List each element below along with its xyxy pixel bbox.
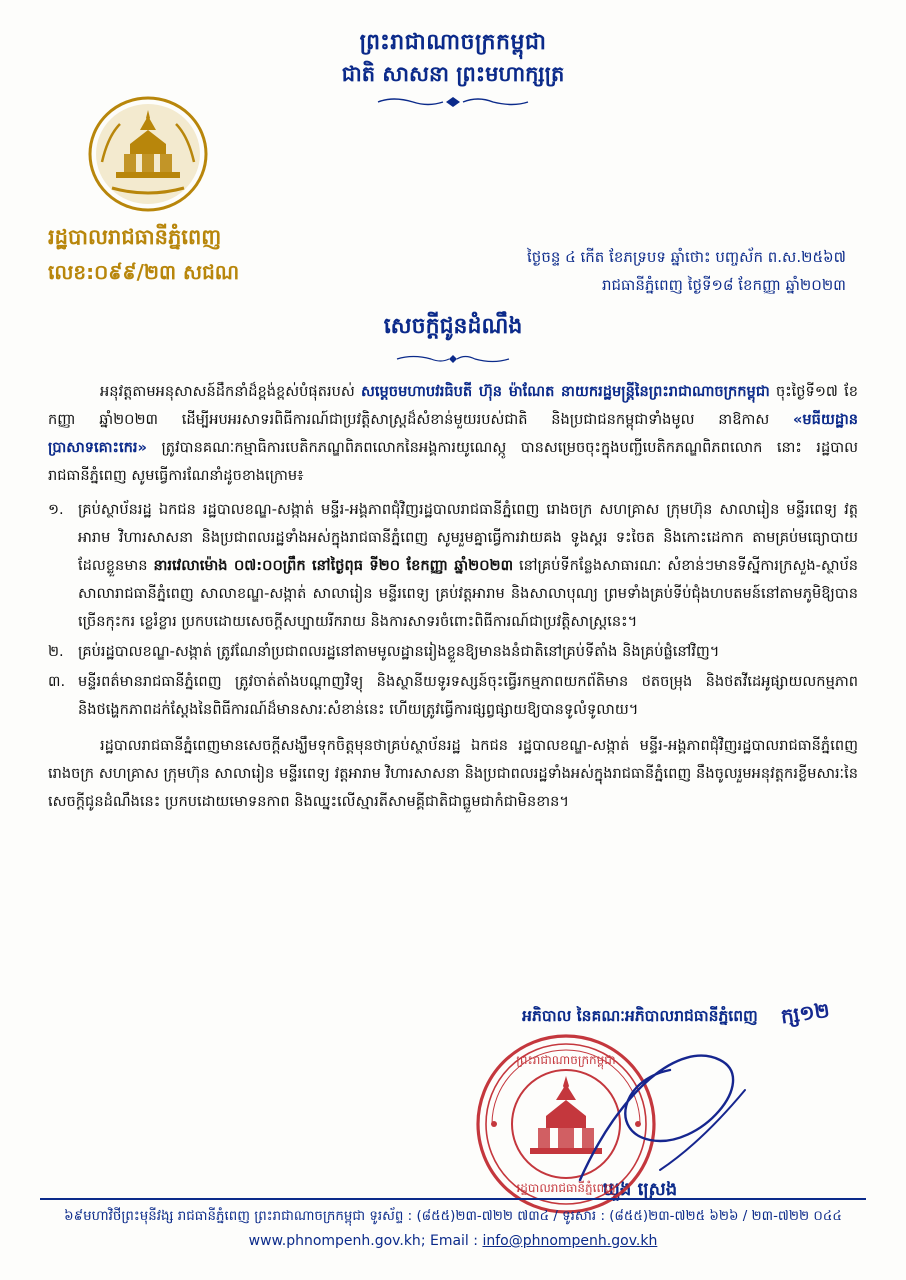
footer-contact: www.phnompenh.gov.kh; Email : info@phnompenh.gov.kh [248,1232,658,1249]
intro-text-2: ចុះថ្ងៃទី១៧ ខែកញ្ញា ឆ្នាំ២០២៣ ដើម្បីអបអរសាទរពិធីការណ៍ជាប្រវត្តិសាស្ត្រដ៏សំខាន់មួយរបស់ជាតិ និងប្រជាជនកម្ពុជាទាំងមូល នាឱកាស [48,383,858,429]
list-item-marker: ២. [48,643,64,661]
title-divider-ornament [0,350,906,369]
list-item-text: មន្ទីរពត៌មានរាជធានីភ្នំពេញ ត្រូវចាត់តាំងបណ្តាញវិទ្យុ និងស្ថានីយទូរទស្សន៍ចុះធ្វើរកម្មភាពយកព័តិមាន ថតចម្រុង និងថតវីដេអូផ្សាយលកម្មភាព និងថង្ហេកភាពដក់ស្តែងនៃពិធីការណ៍ដ៏មានសារៈសំខាន់នេះ ហើយត្រូវធ្វើការផ្សព្វផ្សាយឱ្យបានទូលំទូលាយ។ [78,673,858,719]
item1-time-bold: នារវេលាម៉ោង ០៧:០០ព្រឹក នៅថ្ងៃពុធ ទី២០ ខែកញ្ញា ឆ្នាំ២០២៣ [153,557,514,575]
list-item [48,668,858,724]
pm-name-bold: សម្តេចមហាបវរធិបតី ហ៊ុន ម៉ាណែត នាយករដ្ឋមន្ត្រី [361,383,635,400]
item1-text-after: នៅគ្រប់ទីកន្លែងសាធារណៈ សំខាន់ៗមានទីស្នីការក្រសួង-ស្ថាប័ន សាលារាជធានីភ្នំពេញ សាលាខណ្ឌ-សង្កាត់ សាលារៀន មន្ទីរពេទ្យ គ្រប់វត្តអារាម និងសាលាបុណ្យ ព្រមទាំងគ្រប់ទីប់ជុំងហបតមន៍នៅតាមភូមិឱ្យបានច្រើនកុះករ ខ្លេរំខ្លារ ប្រកបដោយសេចក្តីសប្បាយរីករាយ និងការសាទរចំពោះពិធីការណ៍ជាប្រវត្តិសាស្ត្រនេះ។ [78,557,858,631]
document-footer [40,1198,866,1254]
list-item-text [78,496,858,636]
list-item-marker: ១. [48,501,64,519]
document-number: លេខ:០៩៩/២៣ សជណ [48,259,240,284]
intro-text-3: ត្រូវបានគណៈកម្មាធិការបេតិកភណ្ឌពិភពលោកនៃអង្គការយូណេស្កូ បានសម្រេចចុះក្នុងបញ្ជីបេតិកភណ្ឌពិភពលោក នោះ រដ្ឋបាលរាជធានីភ្នំពេញ សូមធ្វើការណែនាំដូចខាងក្រោម៖ [48,439,858,485]
email-link[interactable]: info@phnompenh.gov.kh [482,1232,658,1249]
document-body [48,378,858,818]
instruction-list [48,496,858,724]
issuing-authority-block [48,222,239,288]
document-title: សេចក្ដីជូនដំណឹង [383,314,523,339]
closing-paragraph: រដ្ឋបាលរាជធានីភ្នំពេញមានសេចក្ដីសង្ឃឹមទុកចិត្តមុនថាគ្រប់ស្ថាប័នរដ្ឋ ឯកជន រដ្ឋបាលខណ្ឌ-សង្កាត់ មន្ទីរ-អង្គភាពជុំវិញរដ្ឋបាលរាជធានីភ្នំពេញ រោងចក្រ សហគ្រាស ក្រុមហ៊ុន សាលារៀន មន្ទីរពេទ្យ វត្តអារាម វិហារសាសនា និងប្រជាពលរដ្ឋទាំងអស់ក្នុងរាជធានីភ្នំពេញ នឹងចូលរួមអនុវត្តករខ្លីមសារៈនៃសេចក្ដីជូនដំណឹងនេះ ប្រកបដោយមោទនកាព និងឈ្នះលើស្មារតីសាមគ្គីជាតិជាធ្លួមជាកំជាមិនខាន។ [48,737,858,811]
svg-text:ព្រះរាជាណាចក្រកម្ពុជា: ព្រះរាជាណាចក្រកម្ពុជា [516,1053,616,1067]
list-item-text: គ្រប់រដ្ឋបាលខណ្ឌ-សង្កាត់ ត្រូវណែនាំប្រជាពលរដ្ឋនៅតាមមូលដ្ឋានរៀងខ្លួនឱ្យមានងនំជាតិនៅគ្រប់ទីតាំង និងគ្រប់ផ្លំនៅវិញ។ [78,643,720,661]
list-item [48,496,858,636]
kingdom-line: ព្រះរាជាណាចក្រកម្ពុជា [359,30,547,55]
footer-address: ៦៩មហាវិថីព្រះមុនីវង្ស រាជធានីភ្នំពេញ ព្រះរាជាណាចក្រកម្ពុជា ទូរស័ព្ទ : (៨៥៥)២៣-៧២២ ៧៣៤ / ទូរសារ : (៨៥៥)២៣-៧២៥ ៦២៦ / ២៣-៧២២ ០៤៤ [64,1209,842,1225]
header-divider-ornament [368,95,538,111]
email-label: Email : [429,1232,483,1249]
koh-ker-bold: «មធីយដ្ឋានប្រាសាទគោះកេរ» [48,411,858,457]
handwritten-initials: ក្ស១២ [779,997,832,1029]
date-block [527,244,846,300]
intro-paragraph [48,378,858,490]
royal-government-emblem-icon [86,92,210,216]
motto-line: ជាតិ សាសនា ព្រះមហាក្សត្រ [341,62,565,86]
issuing-authority-name: រដ្ឋបាលរាជធានីភ្នំពេញ [48,225,222,249]
svg-text:រដ្ឋបាលរាជធានីភ្នំពេញ: រដ្ឋបាលរាជធានីភ្នំពេញ [516,1181,616,1195]
list-item [48,638,858,666]
website-link[interactable]: www.phnompenh.gov.kh [248,1232,421,1249]
kingdom-bold: នៃព្រះរាជាណាចក្រកម្ពុជា [634,383,770,400]
intro-text-1: អនុវត្តតាមអនុសាសន៍ដឹកនាំដ៏ខ្ពង់ខ្ពស់បំផុតរបស់ [100,383,362,400]
buddhist-date: ថ្ងៃចន្ទ ៤ កើត ខែភទ្របទ ឆ្នាំថោះ បញ្ចស័ក ព.ស.២៥៦៧ [527,248,846,266]
signatory-name: ឃួង ស្រេង [602,1179,678,1200]
list-item-marker: ៣. [48,673,66,691]
gregorian-date: រាជធានីភ្នំពេញ ថ្ងៃទី១៨ ខែកញ្ញា ឆ្នាំ២០២៣ [602,275,846,294]
official-red-seal-icon [470,1028,662,1220]
item1-text: គ្រប់ស្ថាប័នរដ្ឋ ឯកជន រដ្ឋបាលខណ្ឌ-សង្កាត់ មន្ទីរ-អង្គភាពជុំវិញរដ្ឋបាលរាជធានីភ្នំពេញ រោងចក្រ សហគ្រាស ក្រុមហ៊ុន សាលារៀន មន្ទីរពេទ្យ វត្តអារាម វិហារសាសនា និងប្រជាពលរដ្ឋទាំងអស់ក្នុងរាជធានីភ្នំពេញ សូមរួមគ្នាធ្វើការវាយគង ទូងស្គរ ទះចៃត និងកោះដេកាក តាមគ្រប់មធ្យោបាយដែលខ្លួនមាន [78,501,858,575]
signatory-title: អភិបាល នៃគណៈអភិបាលរាជធានីភ្នំពេញ [522,1007,758,1025]
footer-divider [40,1198,866,1200]
